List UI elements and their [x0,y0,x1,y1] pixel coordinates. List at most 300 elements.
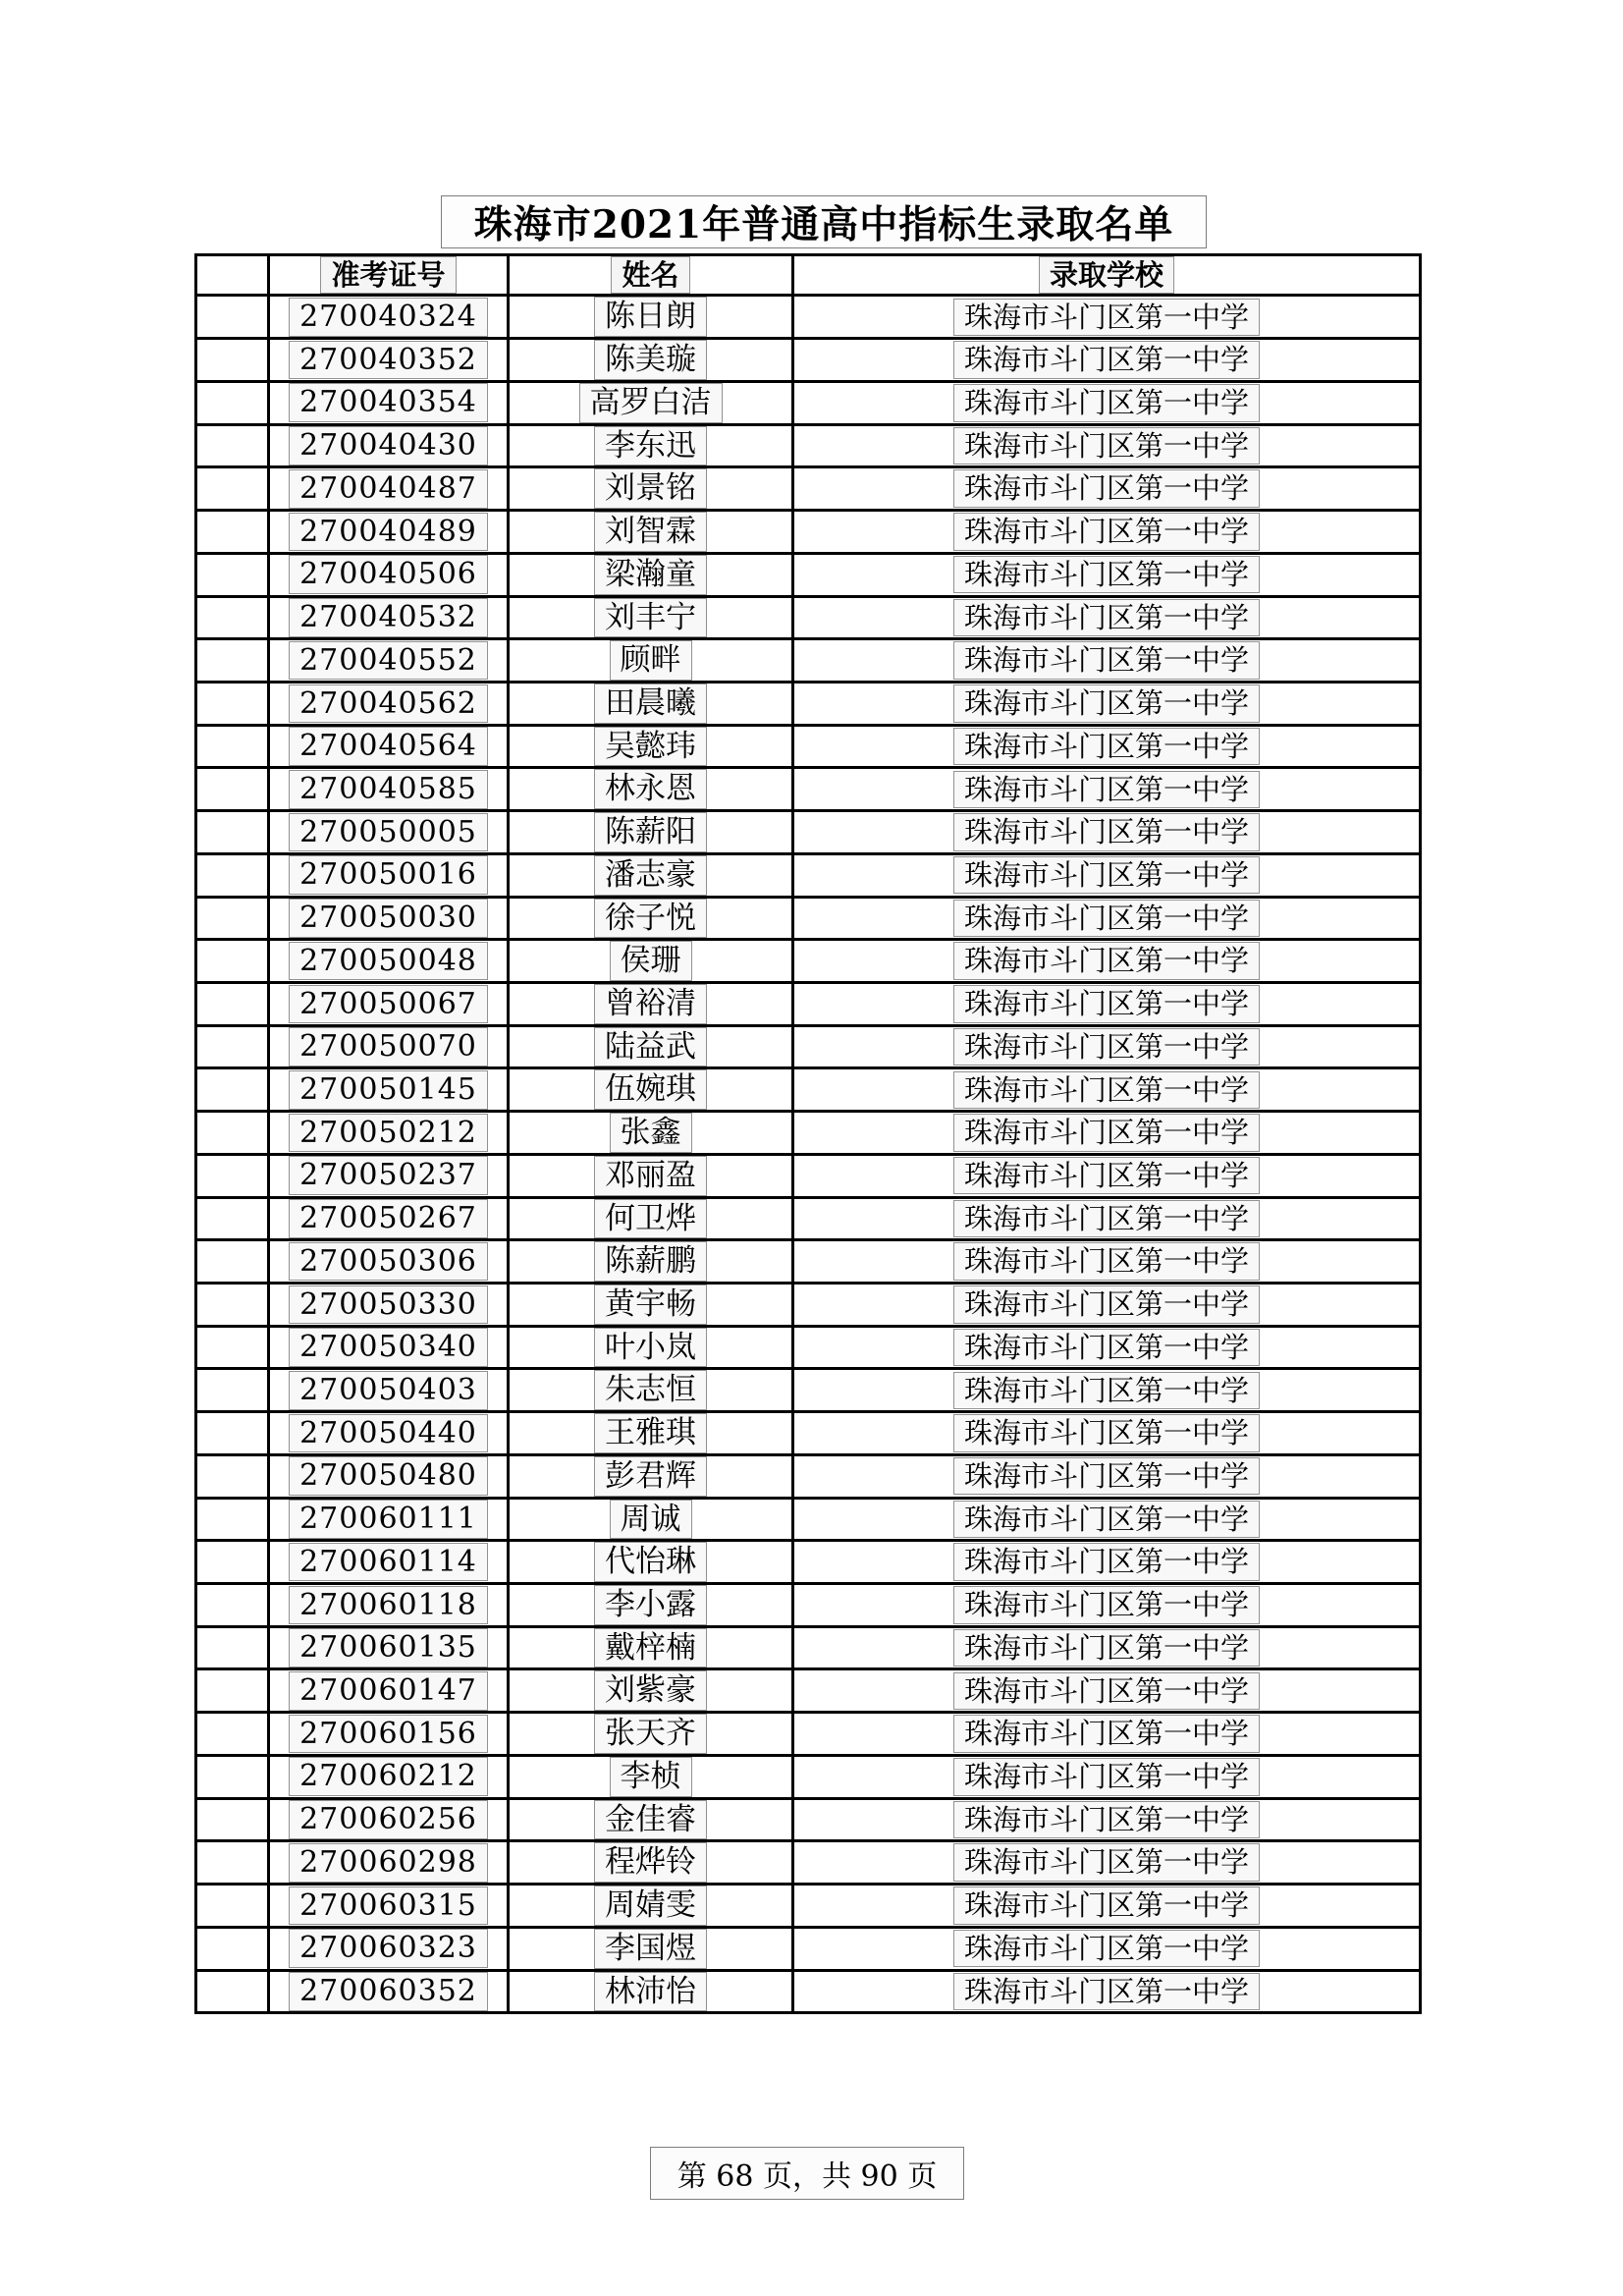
student-name-cell [509,296,793,339]
exam-number-cell-text: 270060147 [289,1671,488,1711]
student-name-cell-text: 林沛怡 [594,1972,707,2012]
table-row [196,1369,1421,1412]
school-cell-text: 珠海市斗门区第一中学 [953,1200,1260,1237]
exam-number-cell [269,897,509,940]
exam-number-cell [269,296,509,339]
student-name-cell-text: 田晨曦 [594,683,707,724]
school-cell [793,1369,1421,1412]
exam-number-cell [269,1755,509,1798]
school-cell [793,1755,1421,1798]
table-row [196,1626,1421,1669]
student-name-cell [509,1025,793,1068]
table-row [196,511,1421,554]
exam-number-cell-text: 270040354 [289,383,488,422]
student-name-cell [509,1841,793,1885]
exam-number-cell [269,853,509,897]
column-header-exam-no [269,255,509,296]
table-row [196,1927,1421,1970]
blank-cell [196,853,269,897]
blank-cell [196,1284,269,1327]
column-header-blank [196,255,269,296]
exam-number-cell [269,1798,509,1841]
school-cell-text: 珠海市斗门区第一中学 [953,1285,1260,1323]
table-row [196,1498,1421,1541]
exam-number-cell [269,940,509,983]
exam-number-cell [269,1068,509,1112]
school-cell-text: 珠海市斗门区第一中学 [953,728,1260,765]
school-cell-text: 珠海市斗门区第一中学 [953,384,1260,421]
exam-number-cell-text: 270060111 [289,1500,488,1539]
student-name-cell [509,1626,793,1669]
student-name-cell [509,1541,793,1584]
school-cell [793,553,1421,596]
student-name-cell [509,596,793,639]
blank-cell [196,1970,269,2013]
student-name-cell [509,639,793,683]
school-cell-text: 珠海市斗门区第一中学 [953,1329,1260,1366]
school-cell [793,1412,1421,1455]
column-header-exam-no-label: 准考证号 [320,256,456,294]
exam-number-cell [269,596,509,639]
student-name-cell [509,1068,793,1112]
student-name-cell-text: 黄宇畅 [594,1285,707,1325]
student-name-cell-text: 张鑫 [610,1113,692,1153]
school-cell [793,940,1421,983]
student-name-cell-text: 林永恩 [594,769,707,809]
table-row [196,940,1421,983]
school-cell [793,1326,1421,1369]
school-cell [793,1541,1421,1584]
exam-number-cell-text: 270060114 [289,1543,488,1582]
blank-cell [196,1885,269,1928]
page-number-text: 第 68 页，共 90 页 [676,2159,938,2194]
table-row [196,1154,1421,1197]
student-name-cell [509,381,793,424]
table-row [196,1970,1421,2013]
student-name-cell-text: 潘志豪 [594,855,707,896]
column-header-name-label: 姓名 [611,256,689,294]
student-name-cell-text: 伍婉琪 [594,1069,707,1110]
blank-cell [196,596,269,639]
exam-number-cell [269,682,509,725]
blank-cell [196,1326,269,1369]
student-name-cell-text: 朱志恒 [594,1370,707,1410]
table-row [196,1454,1421,1498]
blank-cell [196,1112,269,1155]
student-name-cell-text: 李小露 [594,1585,707,1625]
exam-number-cell-text: 270060256 [289,1800,488,1839]
exam-number-cell-text: 270040564 [289,727,488,766]
school-cell [793,982,1421,1025]
blank-cell [196,1369,269,1412]
exam-number-cell-text: 270050480 [289,1456,488,1496]
school-cell-text: 珠海市斗门区第一中学 [953,1457,1260,1495]
blank-cell [196,1498,269,1541]
exam-number-cell-text: 270040506 [289,555,488,594]
blank-cell [196,639,269,683]
student-name-cell [509,1240,793,1284]
school-cell-text: 珠海市斗门区第一中学 [953,1543,1260,1580]
exam-number-cell-text: 270050070 [289,1027,488,1066]
table-row [196,1284,1421,1327]
table-row [196,1068,1421,1112]
student-name-cell-text: 何卫烨 [594,1199,707,1239]
blank-cell [196,1927,269,1970]
school-cell [793,1669,1421,1713]
exam-number-cell [269,1284,509,1327]
exam-number-cell-text: 270040324 [289,298,488,337]
student-name-cell [509,467,793,511]
school-cell [793,853,1421,897]
school-cell [793,381,1421,424]
school-cell [793,811,1421,854]
exam-number-cell-text: 270040489 [289,513,488,552]
student-name-cell-text: 侯珊 [610,941,692,981]
school-cell-text: 珠海市斗门区第一中学 [953,1629,1260,1667]
table-row [196,1197,1421,1240]
table-row [196,853,1421,897]
school-cell-text: 珠海市斗门区第一中学 [953,1157,1260,1194]
student-name-cell-text: 彭君辉 [594,1456,707,1497]
blank-cell [196,1154,269,1197]
exam-number-cell-text: 270050048 [289,942,488,981]
exam-number-cell-text: 270050340 [289,1328,488,1367]
exam-number-cell [269,1112,509,1155]
exam-number-cell [269,1927,509,1970]
blank-cell [196,1713,269,1756]
exam-number-cell [269,1154,509,1197]
table-row [196,682,1421,725]
student-name-cell-text: 戴梓楠 [594,1628,707,1668]
document-title [441,195,1207,248]
school-cell [793,1626,1421,1669]
school-cell [793,296,1421,339]
table-row [196,1412,1421,1455]
student-name-cell-text: 程烨铃 [594,1842,707,1883]
exam-number-cell-text: 270060352 [289,1972,488,2011]
student-name-cell [509,511,793,554]
blank-cell [196,1841,269,1885]
table-row [196,639,1421,683]
school-cell-text: 珠海市斗门区第一中学 [953,1372,1260,1409]
exam-number-cell [269,1970,509,2013]
student-name-cell-text: 李国煜 [594,1929,707,1969]
exam-number-cell [269,1498,509,1541]
table-row [196,1885,1421,1928]
column-header-school-label: 录取学校 [1039,256,1174,294]
student-name-cell [509,1669,793,1713]
blank-cell [196,982,269,1025]
school-cell [793,1584,1421,1627]
blank-cell [196,1541,269,1584]
exam-number-cell [269,1412,509,1455]
exam-number-cell-text: 270040487 [289,469,488,509]
blank-cell [196,1454,269,1498]
school-cell [793,1068,1421,1112]
school-cell [793,725,1421,768]
blank-cell [196,1584,269,1627]
page-number-footer [650,2147,964,2200]
school-cell-text: 珠海市斗门区第一中学 [953,771,1260,808]
student-name-cell-text: 叶小岚 [594,1328,707,1368]
school-cell [793,1798,1421,1841]
student-name-cell-text: 李东迅 [594,426,707,466]
exam-number-cell-text: 270050016 [289,855,488,895]
student-name-cell [509,768,793,811]
school-cell-text: 珠海市斗门区第一中学 [953,856,1260,894]
table-row [196,1798,1421,1841]
exam-number-cell [269,1326,509,1369]
blank-cell [196,1755,269,1798]
school-cell-text: 珠海市斗门区第一中学 [953,469,1260,507]
table-row [196,596,1421,639]
school-cell [793,1885,1421,1928]
school-cell-text: 珠海市斗门区第一中学 [953,1715,1260,1752]
exam-number-cell-text: 270040352 [289,341,488,380]
blank-cell [196,381,269,424]
exam-number-cell-text: 270040562 [289,684,488,724]
school-cell-text: 珠海市斗门区第一中学 [953,1672,1260,1710]
student-name-cell [509,1154,793,1197]
school-cell-text: 珠海市斗门区第一中学 [953,556,1260,593]
school-cell-text: 珠海市斗门区第一中学 [953,900,1260,937]
exam-number-cell-text: 270050212 [289,1114,488,1153]
exam-number-cell [269,1197,509,1240]
school-cell-text: 珠海市斗门区第一中学 [953,1414,1260,1451]
student-name-cell [509,1284,793,1327]
exam-number-cell [269,1454,509,1498]
student-name-cell-text: 王雅琪 [594,1413,707,1453]
student-name-cell [509,1454,793,1498]
student-name-cell [509,725,793,768]
table-row [196,982,1421,1025]
school-cell-text: 珠海市斗门区第一中学 [953,1586,1260,1623]
exam-number-cell [269,1541,509,1584]
school-cell-text: 珠海市斗门区第一中学 [953,1114,1260,1151]
blank-cell [196,725,269,768]
student-name-cell [509,940,793,983]
student-name-cell-text: 金佳睿 [594,1800,707,1840]
school-cell [793,511,1421,554]
table-row [196,725,1421,768]
blank-cell [196,424,269,467]
school-cell-text: 珠海市斗门区第一中学 [953,1973,1260,2010]
school-cell-text: 珠海市斗门区第一中学 [953,1071,1260,1109]
exam-number-cell-text: 270060323 [289,1929,488,1968]
student-name-cell-text: 周婧雯 [594,1886,707,1926]
school-cell [793,1498,1421,1541]
exam-number-cell-text: 270040585 [289,770,488,809]
school-cell-text: 珠海市斗门区第一中学 [953,427,1260,465]
student-name-cell [509,1369,793,1412]
school-cell-text: 珠海市斗门区第一中学 [953,1501,1260,1538]
blank-cell [196,1025,269,1068]
blank-cell [196,768,269,811]
exam-number-cell [269,639,509,683]
table-row [196,811,1421,854]
exam-number-cell-text: 270050030 [289,899,488,938]
student-name-cell-text: 陆益武 [594,1027,707,1067]
blank-cell [196,553,269,596]
school-cell-text: 珠海市斗门区第一中学 [953,1242,1260,1280]
exam-number-cell [269,811,509,854]
student-name-cell-text: 陈薪鹏 [594,1241,707,1282]
student-name-cell-text: 陈美璇 [594,340,707,380]
exam-number-cell [269,1841,509,1885]
exam-number-cell-text: 270050306 [289,1242,488,1282]
student-name-cell [509,1197,793,1240]
blank-cell [196,682,269,725]
school-cell [793,1154,1421,1197]
student-name-cell-text: 李桢 [610,1757,692,1797]
table-row [196,467,1421,511]
school-cell-text: 珠海市斗门区第一中学 [953,1843,1260,1881]
student-name-cell-text: 刘智霖 [594,512,707,552]
school-cell [793,596,1421,639]
school-cell-text: 珠海市斗门区第一中学 [953,813,1260,850]
student-name-cell-text: 代怡琳 [594,1542,707,1582]
student-name-cell [509,897,793,940]
exam-number-cell [269,1669,509,1713]
student-name-cell-text: 陈薪阳 [594,812,707,852]
column-header-name [509,255,793,296]
school-cell-text: 珠海市斗门区第一中学 [953,513,1260,550]
exam-number-cell-text: 270060298 [289,1843,488,1883]
exam-number-cell-text: 270050145 [289,1070,488,1110]
table-row [196,1326,1421,1369]
admission-roster-table [194,253,1422,2014]
student-name-cell [509,1713,793,1756]
student-name-cell-text: 周诚 [610,1500,692,1540]
school-cell-text: 珠海市斗门区第一中学 [953,942,1260,979]
column-header-school [793,255,1421,296]
student-name-cell-text: 刘紫豪 [594,1670,707,1711]
exam-number-cell-text: 270050067 [289,985,488,1024]
school-cell-text: 珠海市斗门区第一中学 [953,985,1260,1022]
student-name-cell-text: 吴懿玮 [594,727,707,767]
blank-cell [196,940,269,983]
student-name-cell [509,982,793,1025]
school-cell-text: 珠海市斗门区第一中学 [953,684,1260,722]
school-cell-text: 珠海市斗门区第一中学 [953,1028,1260,1066]
student-name-cell-text: 陈日朗 [594,297,707,337]
exam-number-cell-text: 270050005 [289,813,488,852]
school-cell-text: 珠海市斗门区第一中学 [953,1758,1260,1795]
exam-number-cell [269,339,509,382]
blank-cell [196,1068,269,1112]
document-title-text: 珠海市2021年普通高中指标生录取名单 [473,202,1174,247]
table-row [196,1240,1421,1284]
student-name-cell-text: 高罗白洁 [579,383,723,423]
student-name-cell-text: 梁瀚童 [594,555,707,595]
school-cell-text: 珠海市斗门区第一中学 [953,641,1260,679]
blank-cell [196,1240,269,1284]
table-row [196,1112,1421,1155]
table-row [196,768,1421,811]
exam-number-cell-text: 270050440 [289,1414,488,1453]
table-row [196,424,1421,467]
student-name-cell-text: 曾裕清 [594,984,707,1024]
student-name-cell [509,1798,793,1841]
exam-number-cell [269,768,509,811]
school-cell-text: 珠海市斗门区第一中学 [953,1886,1260,1924]
table-body [196,296,1421,2013]
school-cell [793,1454,1421,1498]
table-row [196,296,1421,339]
student-name-cell [509,1326,793,1369]
exam-number-cell [269,553,509,596]
table-row [196,1669,1421,1713]
student-name-cell [509,811,793,854]
table-row [196,1025,1421,1068]
exam-number-cell [269,982,509,1025]
school-cell-text: 珠海市斗门区第一中学 [953,599,1260,636]
blank-cell [196,511,269,554]
table-row [196,553,1421,596]
exam-number-cell [269,1713,509,1756]
student-name-cell-text: 徐子悦 [594,899,707,939]
school-cell [793,768,1421,811]
table-row [196,1584,1421,1627]
blank-cell [196,897,269,940]
school-cell [793,1025,1421,1068]
student-name-cell [509,853,793,897]
table-row [196,339,1421,382]
student-name-cell [509,339,793,382]
exam-number-cell [269,467,509,511]
school-cell [793,1970,1421,2013]
blank-cell [196,1669,269,1713]
blank-cell [196,296,269,339]
exam-number-cell [269,725,509,768]
school-cell [793,1112,1421,1155]
student-name-cell [509,1927,793,1970]
student-name-cell [509,1970,793,2013]
blank-cell [196,339,269,382]
student-name-cell [509,553,793,596]
blank-cell [196,1197,269,1240]
student-name-cell [509,682,793,725]
exam-number-cell [269,1885,509,1928]
student-name-cell-text: 张天齐 [594,1714,707,1754]
exam-number-cell-text: 270050330 [289,1285,488,1325]
exam-number-cell [269,381,509,424]
school-cell-text: 珠海市斗门区第一中学 [953,1801,1260,1838]
blank-cell [196,1626,269,1669]
student-name-cell [509,1584,793,1627]
table-row [196,381,1421,424]
school-cell [793,467,1421,511]
exam-number-cell-text: 270040532 [289,598,488,637]
exam-number-cell [269,511,509,554]
student-name-cell [509,1755,793,1798]
exam-number-cell-text: 270050403 [289,1371,488,1410]
school-cell [793,897,1421,940]
student-name-cell-text: 顾畔 [610,640,692,681]
school-cell [793,339,1421,382]
exam-number-cell [269,1584,509,1627]
school-cell-text: 珠海市斗门区第一中学 [953,299,1260,336]
exam-number-cell-text: 270060156 [289,1715,488,1754]
blank-cell [196,1412,269,1455]
school-cell-text: 珠海市斗门区第一中学 [953,341,1260,378]
school-cell [793,1240,1421,1284]
school-cell [793,1197,1421,1240]
table-row [196,1755,1421,1798]
student-name-cell [509,1885,793,1928]
blank-cell [196,811,269,854]
table-row [196,1713,1421,1756]
